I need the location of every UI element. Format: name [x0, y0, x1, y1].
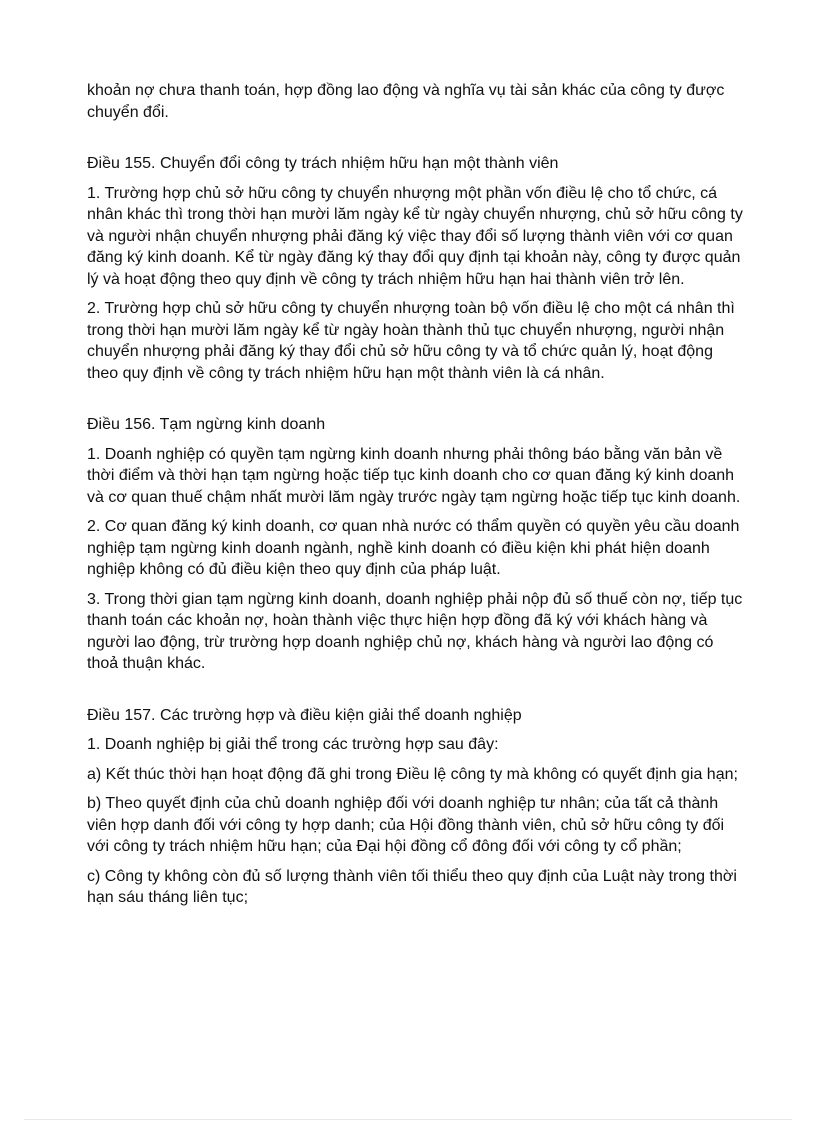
article-title: Điều 156. Tạm ngừng kinh doanh — [87, 416, 326, 433]
document-page — [87, 80, 747, 917]
article-paragraph: 1. Doanh nghiệp có quyền tạm ngừng kinh doanh nhưng phải thông báo bằng văn bản về thời điểm và thời hạn tạm ngừng hoặc tiếp tục kinh doanh cho cơ quan đăng ký kinh doanh và cơ quan thuế chậm nhất mười lăm ngày trước ngày tạm ngừng hoặc tiếp tục kinh doanh. — [87, 445, 741, 506]
intro-paragraph: khoản nợ chưa thanh toán, hợp đồng lao động và nghĩa vụ tài sản khác của công ty được chuyển đổi. — [87, 82, 725, 121]
article-paragraph: b) Theo quyết định của chủ doanh nghiệp đối với doanh nghiệp tư nhân; của tất cả thành viên hợp danh đối với công ty hợp danh; của Hội đồng thành viên, chủ sở hữu công ty đối với công ty trách nhiệm hữu hạn; của Đại hội đồng cổ đông đối với công ty cổ phần; — [87, 795, 725, 855]
article-157 — [87, 705, 747, 909]
article-paragraph: a) Kết thúc thời hạn hoạt động đã ghi trong Điều lệ công ty mà không có quyết định gia hạn; — [87, 765, 738, 783]
article-title: Điều 155. Chuyển đổi công ty trách nhiệm hữu hạn một thành viên — [87, 155, 559, 172]
article-paragraph: 2. Trường hợp chủ sở hữu công ty chuyển nhượng toàn bộ vốn điều lệ cho một cá nhân thì trong thời hạn mười lăm ngày kể từ ngày hoàn thành thủ tục chuyển nhượng, người nhận chuyển nhượng phải đăng ký thay đổi chủ sở hữu công ty và tổ chức quản lý, hoạt động theo quy định về công ty trách nhiệm hữu hạn một thành viên là cá nhân. — [87, 300, 735, 382]
article-paragraph: 1. Doanh nghiệp bị giải thể trong các trường hợp sau đây: — [87, 736, 499, 753]
article-paragraph: 2. Cơ quan đăng ký kinh doanh, cơ quan nhà nước có thẩm quyền có quyền yêu cầu doanh nghiệp tạm ngừng kinh doanh ngành, nghề kinh doanh có điều kiện khi phát hiện doanh nghiệp không có đủ điều kiện theo quy định của pháp luật. — [87, 518, 740, 578]
article-156 — [87, 414, 747, 675]
article-paragraph: c) Công ty không còn đủ số lượng thành viên tối thiểu theo quy định của Luật này trong thời hạn sáu tháng liên tục; — [87, 867, 737, 906]
page-bottom-divider — [24, 1119, 792, 1120]
article-paragraph: 3. Trong thời gian tạm ngừng kinh doanh, doanh nghiệp phải nộp đủ số thuế còn nợ, tiếp tục thanh toán các khoản nợ, hoàn thành việc thực hiện hợp đồng đã ký với khách hàng và người lao động, trừ trường hợp doanh nghiệp chủ nợ, khách hàng và người lao động có thoả thuận khác. — [87, 590, 743, 672]
article-155 — [87, 153, 747, 384]
article-title: Điều 157. Các trường hợp và điều kiện giải thể doanh nghiệp — [87, 706, 522, 724]
article-paragraph: 1. Trường hợp chủ sở hữu công ty chuyển nhượng một phần vốn điều lệ cho tổ chức, cá nhân khác thì trong thời hạn mười lăm ngày kể từ ngày chuyển nhượng, chủ sở hữu công ty và người nhận chuyển nhượng phải đăng ký việc thay đổi số lượng thành viên với cơ quan đăng ký kinh doanh. Kể từ ngày đăng ký thay đổi quy định tại khoản này, công ty được quản lý và hoạt động theo quy định về công ty trách nhiệm hữu hạn hai thành viên trở lên. — [87, 184, 743, 288]
